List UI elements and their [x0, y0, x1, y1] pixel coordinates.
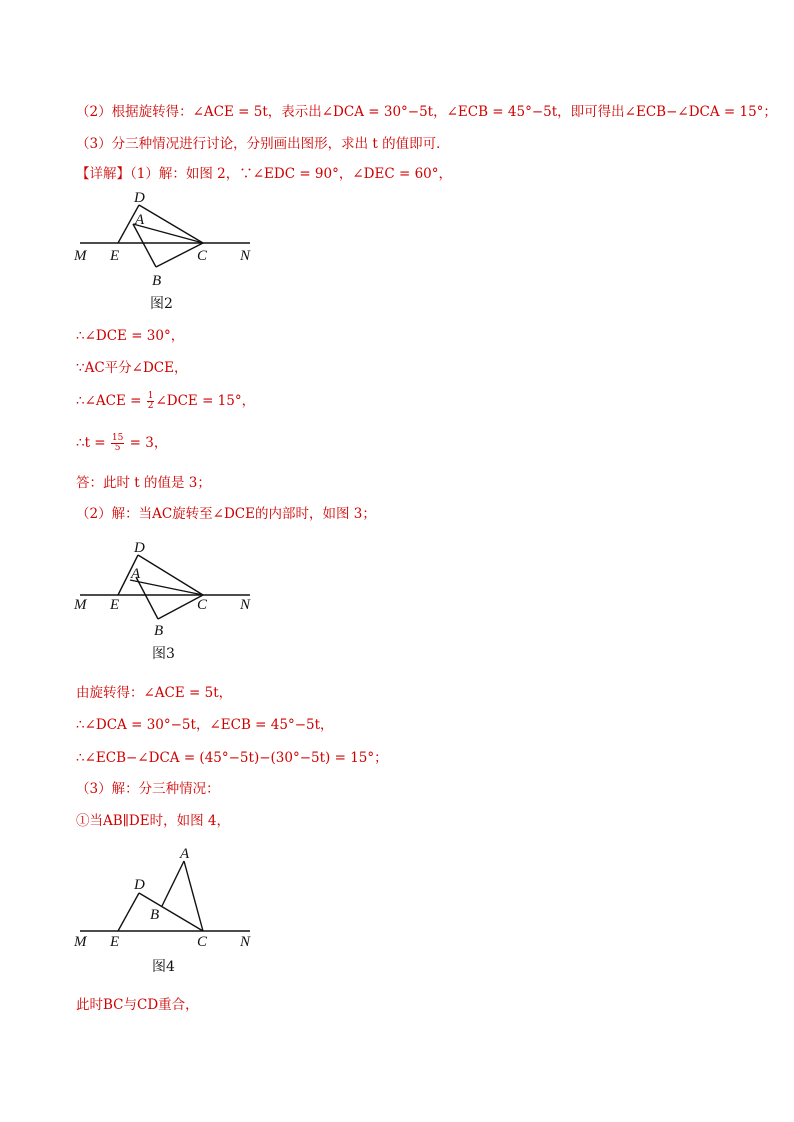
solution-line-case1: ①当AB∥DE时，如图 4，	[76, 813, 230, 829]
figure-2	[70, 188, 270, 312]
fig2-label-M: M	[74, 248, 87, 264]
solution-line-detail-start	[76, 165, 452, 183]
solution-line-part3-hint: （3）分三种情况进行讨论，分别画出图形，求出 t 的值即可．	[76, 136, 450, 152]
fraction-one-half	[147, 392, 155, 411]
detail-tag: 【详解】	[76, 166, 130, 182]
solution-line-bisect: ∵AC平分∠DCE，	[76, 360, 188, 376]
solution-line-ace	[76, 392, 255, 411]
fig3-label-C: C	[197, 597, 208, 613]
figure-3-caption: 图3	[152, 646, 175, 662]
fig3-label-E: E	[110, 597, 120, 613]
fig2-label-A: A	[135, 212, 145, 228]
solution-line-rotation: 由旋转得：∠ACE = 5t，	[76, 685, 233, 701]
fig3-label-M: M	[74, 597, 87, 613]
figure-4-diagram	[70, 843, 270, 953]
solution-line-part3: （3）解：分三种情况：	[76, 781, 220, 797]
solution-line-overlap: 此时BC与CD重合，	[76, 997, 199, 1013]
fig4-label-N: N	[240, 934, 251, 950]
fig3-label-B: B	[154, 623, 164, 639]
solution-line-dce: ∴∠DCE = 30°，	[76, 328, 185, 344]
solution-line-answer1: 答：此时 t 的值是 3；	[76, 475, 211, 491]
fig2-label-E: E	[110, 248, 120, 264]
fig3-label-D: D	[134, 540, 145, 556]
ace-suffix: ∠DCE = 15°，	[155, 393, 256, 409]
fig4-label-A: A	[180, 846, 190, 862]
figure-4	[70, 843, 270, 975]
fig4-label-E: E	[110, 934, 120, 950]
figure-2-diagram	[70, 188, 270, 288]
fig2-label-D: D	[134, 190, 145, 206]
fig2-label-C: C	[197, 248, 208, 264]
figure-4-caption: 图4	[152, 959, 175, 975]
fraction-den: 5	[114, 443, 121, 453]
ace-prefix: ∴∠ACE =	[76, 393, 142, 409]
detail-part1: （1）解：如图 2，∵∠EDC = 90°，∠DEC = 60°，	[130, 166, 453, 182]
fig4-label-C: C	[197, 934, 208, 950]
fig3-label-A: A	[131, 566, 141, 582]
fraction-num: 15	[111, 433, 124, 443]
figure-3-diagram	[70, 535, 270, 640]
fraction-den: 2	[147, 401, 154, 411]
t-suffix: = 3，	[129, 435, 168, 451]
solution-line-angles: ∴∠DCA = 30°−5t，∠ECB = 45°−5t，	[76, 717, 334, 733]
fig4-label-D: D	[134, 877, 145, 893]
fig4-label-B: B	[150, 907, 160, 923]
fraction-15-5	[111, 434, 124, 453]
fraction-num: 1	[147, 391, 154, 401]
solution-line-part2: （2）解：当AC旋转至∠DCE的内部时，如图 3；	[76, 506, 376, 522]
t-prefix: ∴t =	[76, 435, 106, 451]
fig2-label-N: N	[240, 248, 251, 264]
fig2-label-B: B	[152, 273, 162, 289]
fig3-label-N: N	[240, 597, 251, 613]
figure-2-caption: 图2	[150, 296, 173, 312]
fig4-label-M: M	[74, 934, 87, 950]
solution-line-t	[76, 434, 167, 453]
figure-3	[70, 535, 270, 662]
solution-line-difference: ∴∠ECB−∠DCA = (45°−5t)−(30°−5t) = 15°；	[76, 750, 388, 766]
solution-line-part2-hint: （2）根据旋转得：∠ACE = 5t，表示出∠DCA = 30°−5t，∠ECB = 45°−5t，即可得出∠ECB−∠DCA = 15°；	[76, 104, 777, 120]
